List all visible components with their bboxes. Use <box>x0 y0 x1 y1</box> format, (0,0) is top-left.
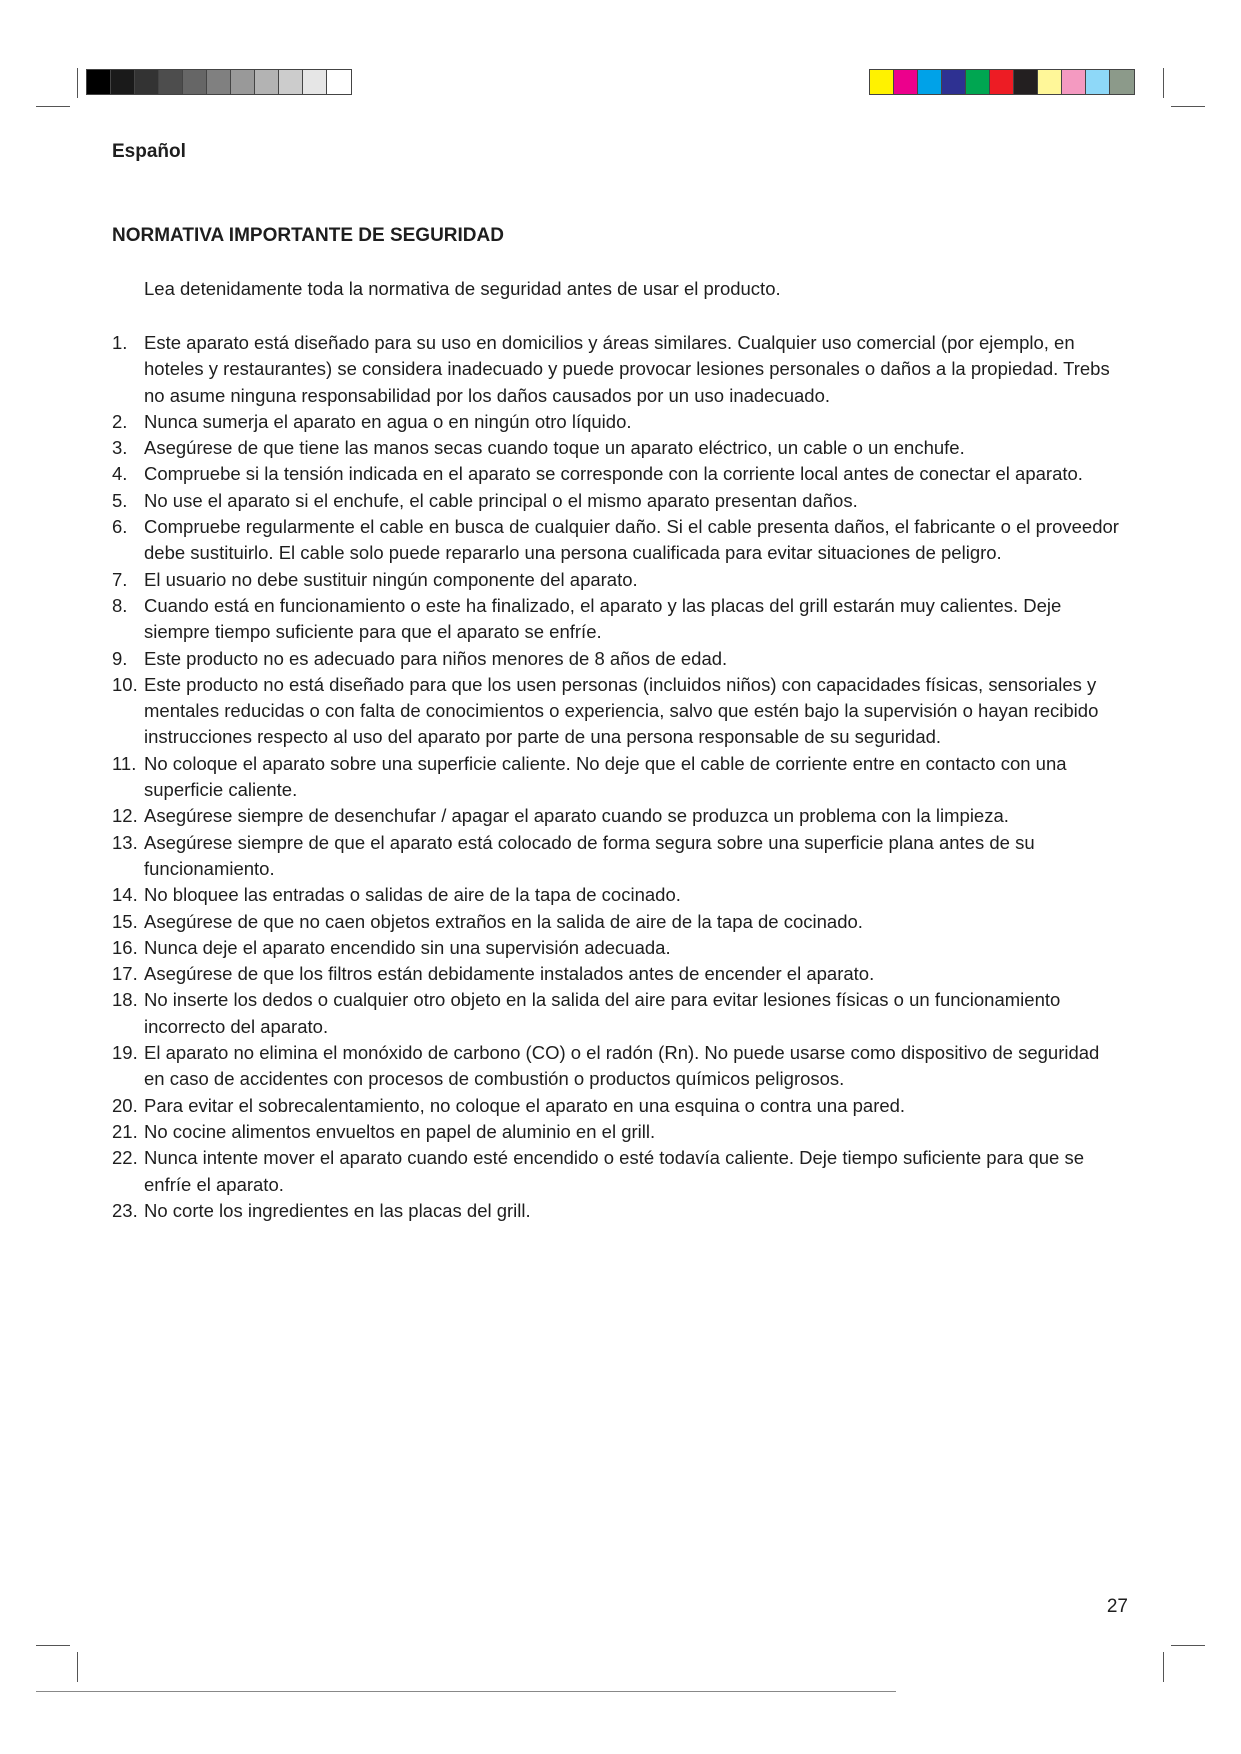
safety-rule <box>112 593 1122 646</box>
rule-text: No corte los ingredientes en las placas del grill. <box>144 1199 531 1221</box>
rule-number: 19. <box>112 1042 138 1064</box>
rule-text: Asegúrese siempre de desenchufar / apagar el aparato cuando se produzca un problema con la limpieza. <box>144 805 1009 827</box>
rule-number: 4. <box>112 463 128 485</box>
rule-text: El aparato no elimina el monóxido de carbono (CO) o el radón (Rn). No puede usarse como dispositivo de seguridad en caso de accidentes con procesos de combustión o productos químicos peligrosos. <box>144 1042 1100 1090</box>
page-title: NORMATIVA IMPORTANTE DE SEGURIDAD <box>112 225 504 246</box>
rule-number: 13. <box>112 831 138 853</box>
rule-text: Este producto no es adecuado para niños menores de 8 años de edad. <box>144 647 728 669</box>
rule-text: Asegúrese de que tiene las manos secas cuando toque un aparato eléctrico, un cable o un enchufe. <box>144 437 965 459</box>
rule-text: No bloquee las entradas o salidas de aire de la tapa de cocinado. <box>144 884 681 906</box>
page-number: 27 <box>1106 1596 1128 1617</box>
rule-text: El usuario no debe sustituir ningún componente del aparato. <box>144 568 638 590</box>
gray-swatch <box>327 70 351 94</box>
safety-rules-list <box>112 330 1122 1224</box>
safety-rule <box>112 1119 1122 1145</box>
crop-mark-top-right-h <box>1171 106 1205 107</box>
rule-text: Este producto no está diseñado para que los usen personas (incluidos niños) con capacidades físicas, sensoriales y mentales reducidas o con falta de conocimientos o experiencia, salvo que estén bajo la supervisión o hayan recibido instrucciones respecto al uso del aparato por parte de una persona responsable de su seguridad. <box>144 673 1099 748</box>
rule-text: Este aparato está diseñado para su uso en domicilios y áreas similares. Cualquier uso comercial (por ejemplo, en hoteles y restaurantes) se considera inadecuado y puede provocar lesiones personales o daños a la propiedad. Trebs no asume ninguna responsabilidad por los daños causados por un uso inadecuado. <box>144 332 1110 406</box>
crop-mark-bottom-left-h <box>36 1645 70 1646</box>
rule-number: 14. <box>112 884 138 906</box>
rule-number: 23. <box>112 1199 138 1221</box>
rule-number: 18. <box>112 989 138 1011</box>
crop-mark-top-left-h <box>36 106 70 107</box>
rule-text: No use el aparato si el enchufe, el cable principal o el mismo aparato presentan daños. <box>144 489 858 511</box>
crop-mark-bottom-right-h <box>1171 1645 1205 1646</box>
safety-rule <box>112 435 1122 461</box>
grayscale-calibration-bar <box>86 69 352 95</box>
safety-rule <box>112 1198 1122 1224</box>
rule-text: Asegúrese de que no caen objetos extraños en la salida de aire de la tapa de cocinado. <box>144 910 863 932</box>
safety-rule <box>112 646 1122 672</box>
color-swatch <box>966 70 990 94</box>
color-swatch <box>1110 70 1134 94</box>
rule-number: 21. <box>112 1120 138 1142</box>
bottom-divider <box>36 1691 896 1692</box>
crop-mark-bottom-right-v <box>1163 1652 1164 1682</box>
safety-rule <box>112 1040 1122 1093</box>
rule-number: 8. <box>112 594 128 616</box>
rule-text: Asegúrese de que los filtros están debidamente instalados antes de encender el aparato. <box>144 963 875 985</box>
safety-rule <box>112 751 1122 804</box>
crop-mark-bottom-left-v <box>77 1652 78 1682</box>
rule-text: No coloque el aparato sobre una superficie caliente. No deje que el cable de corriente entre en contacto con una superficie caliente. <box>144 752 1067 801</box>
process-color-calibration-bar <box>869 69 1135 95</box>
gray-swatch <box>231 70 255 94</box>
safety-rule <box>112 882 1122 908</box>
safety-rule <box>112 935 1122 961</box>
gray-swatch <box>135 70 159 94</box>
rule-text: Cuando está en funcionamiento o este ha finalizado, el aparato y las placas del grill estarán muy calientes. Deje siempre tiempo suficiente para que el aparato se enfríe. <box>144 594 1062 643</box>
safety-rule <box>112 1093 1122 1119</box>
crop-mark-top-left-v <box>77 68 78 98</box>
gray-swatch <box>279 70 303 94</box>
safety-rule <box>112 830 1122 883</box>
rule-number: 1. <box>112 332 128 353</box>
rule-number: 22. <box>112 1147 138 1169</box>
rule-text: Nunca sumerja el aparato en agua o en ningún otro líquido. <box>144 410 632 432</box>
gray-swatch <box>159 70 183 94</box>
rule-number: 9. <box>112 647 128 669</box>
language-heading: Español <box>112 141 186 162</box>
gray-swatch <box>303 70 327 94</box>
color-swatch <box>894 70 918 94</box>
rule-text: Compruebe si la tensión indicada en el aparato se corresponde con la corriente local antes de conectar el aparato. <box>144 463 1083 485</box>
rule-number: 6. <box>112 516 128 538</box>
gray-swatch <box>111 70 135 94</box>
safety-rule <box>112 461 1122 487</box>
safety-rule <box>112 567 1122 593</box>
safety-rule <box>112 987 1122 1040</box>
rule-number: 3. <box>112 437 128 459</box>
rule-text: No inserte los dedos o cualquier otro objeto en la salida del aire para evitar lesiones físicas o un funcionamiento incorrecto del aparato. <box>144 989 1061 1037</box>
rule-text: Compruebe regularmente el cable en busca de cualquier daño. Si el cable presenta daños, el fabricante o el proveedor debe sustituirlo. El cable solo puede repararlo una persona cualificada para evitar situaciones de peligro. <box>144 516 1119 564</box>
crop-mark-top-right-v <box>1163 68 1164 98</box>
safety-rule <box>112 488 1122 514</box>
rule-number: 15. <box>112 910 138 932</box>
safety-rule <box>112 909 1122 935</box>
color-swatch <box>1086 70 1110 94</box>
safety-rule <box>112 409 1122 435</box>
rule-text: Nunca deje el aparato encendido sin una supervisión adecuada. <box>144 936 671 958</box>
safety-rule <box>112 330 1122 409</box>
gray-swatch <box>207 70 231 94</box>
rule-number: 16. <box>112 936 138 958</box>
rule-number: 17. <box>112 963 138 985</box>
safety-rule <box>112 803 1122 829</box>
rule-text: Para evitar el sobrecalentamiento, no coloque el aparato en una esquina o contra una pared. <box>144 1094 906 1116</box>
rule-number: 7. <box>112 568 128 590</box>
gray-swatch <box>255 70 279 94</box>
rule-text: No cocine alimentos envueltos en papel de aluminio en el grill. <box>144 1120 656 1142</box>
color-swatch <box>918 70 942 94</box>
rule-text: Asegúrese siempre de que el aparato está colocado de forma segura sobre una superficie plana antes de su funcionamiento. <box>144 831 1035 879</box>
intro-text: Lea detenidamente toda la normativa de seguridad antes de usar el producto. <box>144 278 781 299</box>
rule-number: 20. <box>112 1094 138 1116</box>
color-swatch <box>1062 70 1086 94</box>
safety-rule <box>112 514 1122 567</box>
rule-text: Nunca intente mover el aparato cuando esté encendido o esté todavía caliente. Deje tiempo suficiente para que se enfríe el aparato. <box>144 1147 1084 1195</box>
rule-number: 2. <box>112 410 128 432</box>
color-swatch <box>942 70 966 94</box>
safety-rule <box>112 672 1122 751</box>
color-swatch <box>990 70 1014 94</box>
gray-swatch <box>87 70 111 94</box>
color-swatch <box>870 70 894 94</box>
safety-rule <box>112 961 1122 987</box>
rule-number: 5. <box>112 489 128 511</box>
color-swatch <box>1014 70 1038 94</box>
color-swatch <box>1038 70 1062 94</box>
safety-rule <box>112 1145 1122 1198</box>
rule-number: 12. <box>112 805 138 827</box>
gray-swatch <box>183 70 207 94</box>
rule-number: 10. <box>112 673 138 695</box>
rule-number: 11. <box>112 752 137 774</box>
